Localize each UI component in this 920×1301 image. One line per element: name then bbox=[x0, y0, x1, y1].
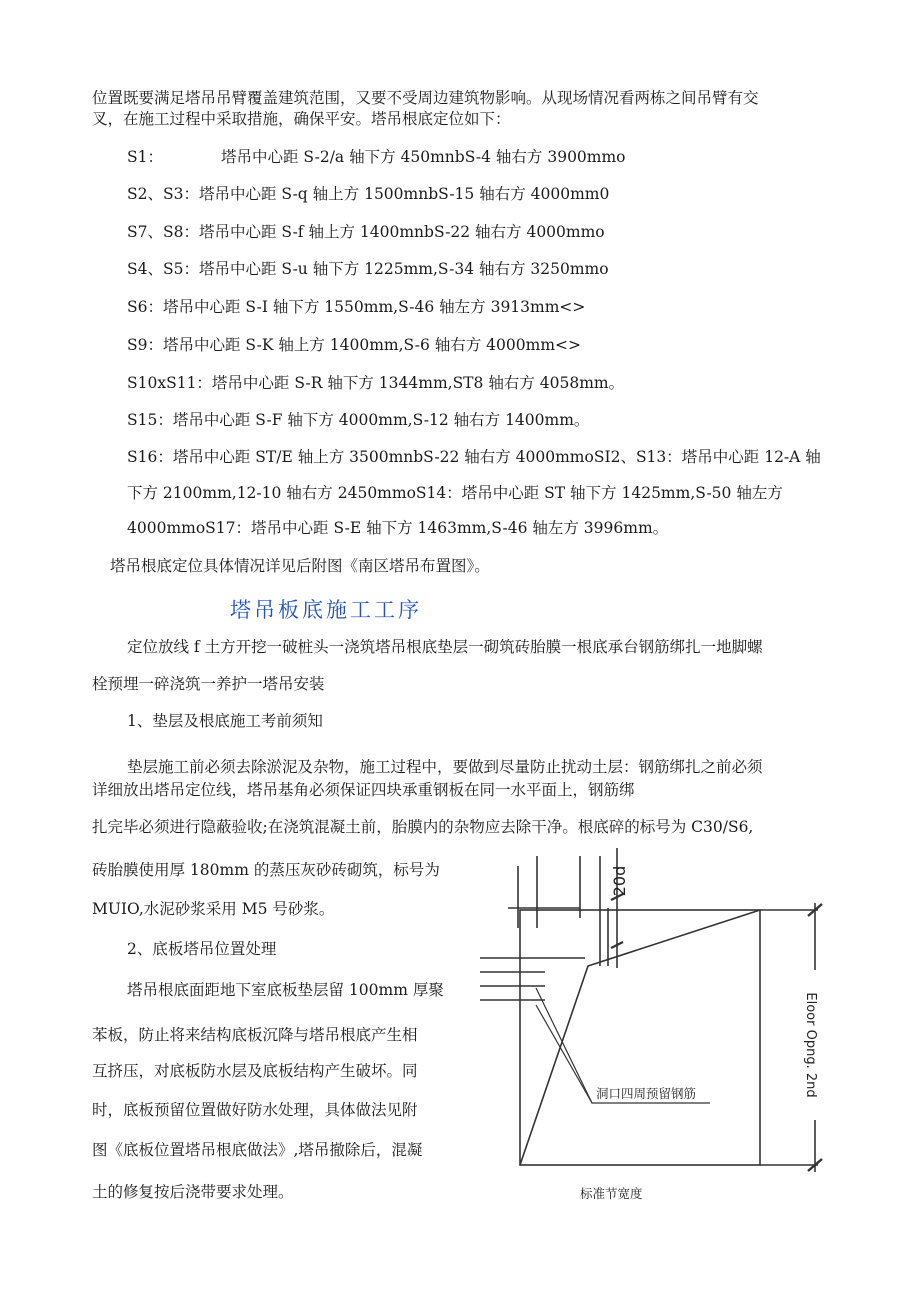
section-2-line-3: 互挤压，对底板防水层及底板结构产生破坏。同 bbox=[92, 1062, 418, 1080]
callout-leader-2 bbox=[536, 1005, 592, 1103]
layout-reference: 塔吊根底定位具体情况详见后附图《南区塔吊布置图》。 bbox=[110, 557, 490, 575]
section-2-line-4: 时，底板预留位置做好防水处理，具体做法见附 bbox=[92, 1101, 418, 1119]
position-s1-text: 塔吊中心距 S-2/a 轴下方 450mnbS-4 轴右方 3900mmo bbox=[220, 148, 626, 166]
position-s1 bbox=[127, 147, 626, 167]
section-2-line-1: 塔吊根底面距地下室底板垫层留 100mm 厚聚 bbox=[127, 981, 444, 999]
position-s1-label: S1： bbox=[127, 148, 163, 166]
intro-line-1: 位置既要满足塔吊吊臂覆盖建筑范围，又要不受周边建筑物影响。从现场情况看两栋之间吊臂有交 bbox=[92, 89, 759, 107]
section-2-line-2: 苯板，防止将来结构底板沉降与塔吊根底产生相 bbox=[92, 1026, 418, 1044]
reinforcement-bend bbox=[520, 910, 760, 1165]
section-1-line-5: MUIO,水泥砂浆采用 M5 号砂浆。 bbox=[92, 900, 335, 918]
section-2-title: 2、底板塔吊位置处理 bbox=[127, 940, 277, 958]
dimension-label-right: Eloor Opng. 2nd bbox=[803, 992, 818, 1098]
position-s4-s5: S4、S5：塔吊中心距 S-u 轴下方 1225mm,S-34 轴右方 3250mmo bbox=[127, 260, 609, 278]
position-s6: S6：塔吊中心距 S-I 轴下方 1550mm,S-46 轴左方 3913mm<> bbox=[127, 298, 586, 316]
process-line-1: 定位放线 f 土方开挖一破桩头一浇筑塔吊根底垫层一砌筑砖胎膜一根底承台钢筋绑扎一地脚螺 bbox=[127, 638, 763, 656]
section-1-title: 1、垫层及根底施工考前须知 bbox=[127, 712, 323, 730]
position-s9: S9：塔吊中心距 S-K 轴上方 1400mm,S-6 轴右方 4000mm<> bbox=[127, 336, 581, 354]
position-s10-s11: S10xS11：塔吊中心距 S-R 轴下方 1344mm,ST8 轴右方 4058mm。 bbox=[127, 374, 625, 392]
section-2-line-6: 土的修复按后浇带要求处理。 bbox=[92, 1183, 294, 1201]
section-1-line-1: 垫层施工前必须去除淤泥及杂物，施工过程中，要做到尽量防止扰动土层：钢筋绑扎之前必须 bbox=[127, 758, 763, 776]
position-s16-line-2: 下方 2100mm,12-10 轴右方 2450mmoS14：塔吊中心距 ST 轴下方 1425mm,S-50 轴左方 bbox=[127, 484, 783, 502]
tower-crane-opening-detail bbox=[470, 848, 840, 1178]
callout-label: 洞口四周预留钢筋 bbox=[596, 1086, 697, 1101]
section-1-line-2: 详细放出塔吊定位线，塔吊基角必须保证四块承重钢板在同一水平面上，钢筋绑 bbox=[92, 781, 635, 799]
position-s16-line-1: S16：塔吊中心距 ST/E 轴上方 3500mnbS-22 轴右方 4000mmoSI2、S13：塔吊中心距 12-A 轴 bbox=[127, 448, 821, 466]
position-s2-s3: S2、S3：塔吊中心距 S-q 轴上方 1500mnbS-15 轴右方 4000mm0 bbox=[127, 185, 610, 203]
detail-drawing bbox=[470, 848, 840, 1178]
position-s15: S15：塔吊中心距 S-F 轴下方 4000mm,S-12 轴右方 1400mm。 bbox=[127, 411, 590, 429]
section-1-line-4: 砖胎膜使用厚 180mm 的蒸压灰砂砖砌筑，标号为 bbox=[92, 861, 440, 879]
section-1-line-3: 扎完毕必须进行隐蔽验收;在浇筑混凝土前，胎膜内的杂物应去除干净。根底碎的标号为 C30/S6, bbox=[92, 818, 754, 836]
intro-line-2: 叉，在施工过程中采取措施，确保平安。塔吊根底定位如下： bbox=[92, 110, 511, 128]
figure-caption: 标准节宽度 bbox=[580, 1186, 643, 1201]
position-s7-s8: S7、S8：塔吊中心距 S-f 轴上方 1400mnbS-22 轴右方 4000mmo bbox=[127, 223, 605, 241]
process-line-2: 栓预埋一碎浇筑一养护一塔吊安装 bbox=[92, 675, 325, 693]
position-s16-line-3: 4000mmoS17：塔吊中心距 S-E 轴下方 1463mm,S-46 轴左方 3996mm。 bbox=[127, 519, 669, 537]
dimension-label-20d: 20d bbox=[610, 865, 629, 897]
section-2-line-5: 图《底板位置塔吊根底做法》,塔吊撤除后，混凝 bbox=[92, 1141, 423, 1159]
section-heading: 塔吊板底施工工序 bbox=[230, 598, 422, 622]
